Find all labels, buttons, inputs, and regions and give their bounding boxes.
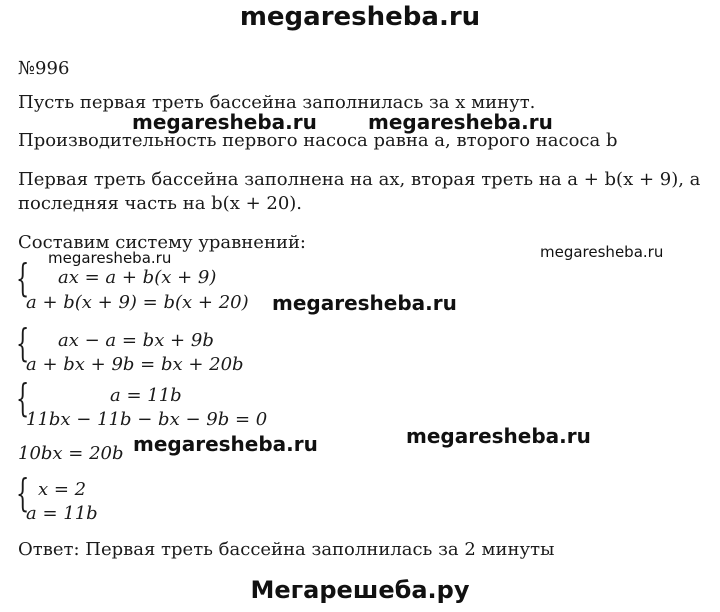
solution-line-1: Пусть первая треть бассейна заполнилась за x минут. bbox=[18, 92, 536, 113]
system-2-brace: { bbox=[16, 321, 30, 365]
system-3-equation-1: a = 11b bbox=[110, 385, 182, 406]
site-footer-title: Мегарешеба.ру bbox=[250, 576, 470, 604]
system-4-equation-2: a = 11b bbox=[26, 503, 98, 524]
watermark: megaresheba.ru bbox=[406, 424, 591, 448]
watermark: megaresheba.ru bbox=[540, 243, 664, 261]
watermark: megaresheba.ru bbox=[368, 110, 553, 134]
solution-line-5: Составим систему уравнений: bbox=[18, 232, 306, 253]
solution-line-3: Первая треть бассейна заполнена на ax, вторая треть на a + b(x + 9), а bbox=[18, 169, 701, 190]
problem-number: №996 bbox=[18, 58, 70, 79]
answer-line: Ответ: Первая треть бассейна заполнилась за 2 минуты bbox=[18, 539, 555, 560]
system-2-equation-2: a + bx + 9b = bx + 20b bbox=[26, 354, 244, 375]
site-header-title: megaresheba.ru bbox=[239, 2, 481, 32]
system-2-equation-1: ax − a = bx + 9b bbox=[58, 330, 214, 351]
solution-line-2: Производительность первого насоса равна a, второго насоса b bbox=[18, 130, 618, 151]
solution-line-4: последняя часть на b(x + 20). bbox=[18, 193, 303, 214]
system-1-brace: { bbox=[16, 256, 30, 300]
system-4-equation-1: x = 2 bbox=[38, 479, 87, 500]
system-1-equation-1: ax = a + b(x + 9) bbox=[58, 267, 217, 288]
system-4-brace: { bbox=[16, 471, 30, 515]
watermark: megaresheba.ru bbox=[272, 291, 457, 315]
system-3-brace: { bbox=[16, 376, 30, 420]
equation-single: 10bx = 20b bbox=[18, 443, 124, 464]
system-1-equation-2: a + b(x + 9) = b(x + 20) bbox=[26, 292, 249, 313]
system-3-equation-2: 11bx − 11b − bx − 9b = 0 bbox=[26, 409, 268, 430]
watermark: megaresheba.ru bbox=[48, 249, 172, 267]
watermark: megaresheba.ru bbox=[133, 432, 318, 456]
watermark: megaresheba.ru bbox=[132, 110, 317, 134]
